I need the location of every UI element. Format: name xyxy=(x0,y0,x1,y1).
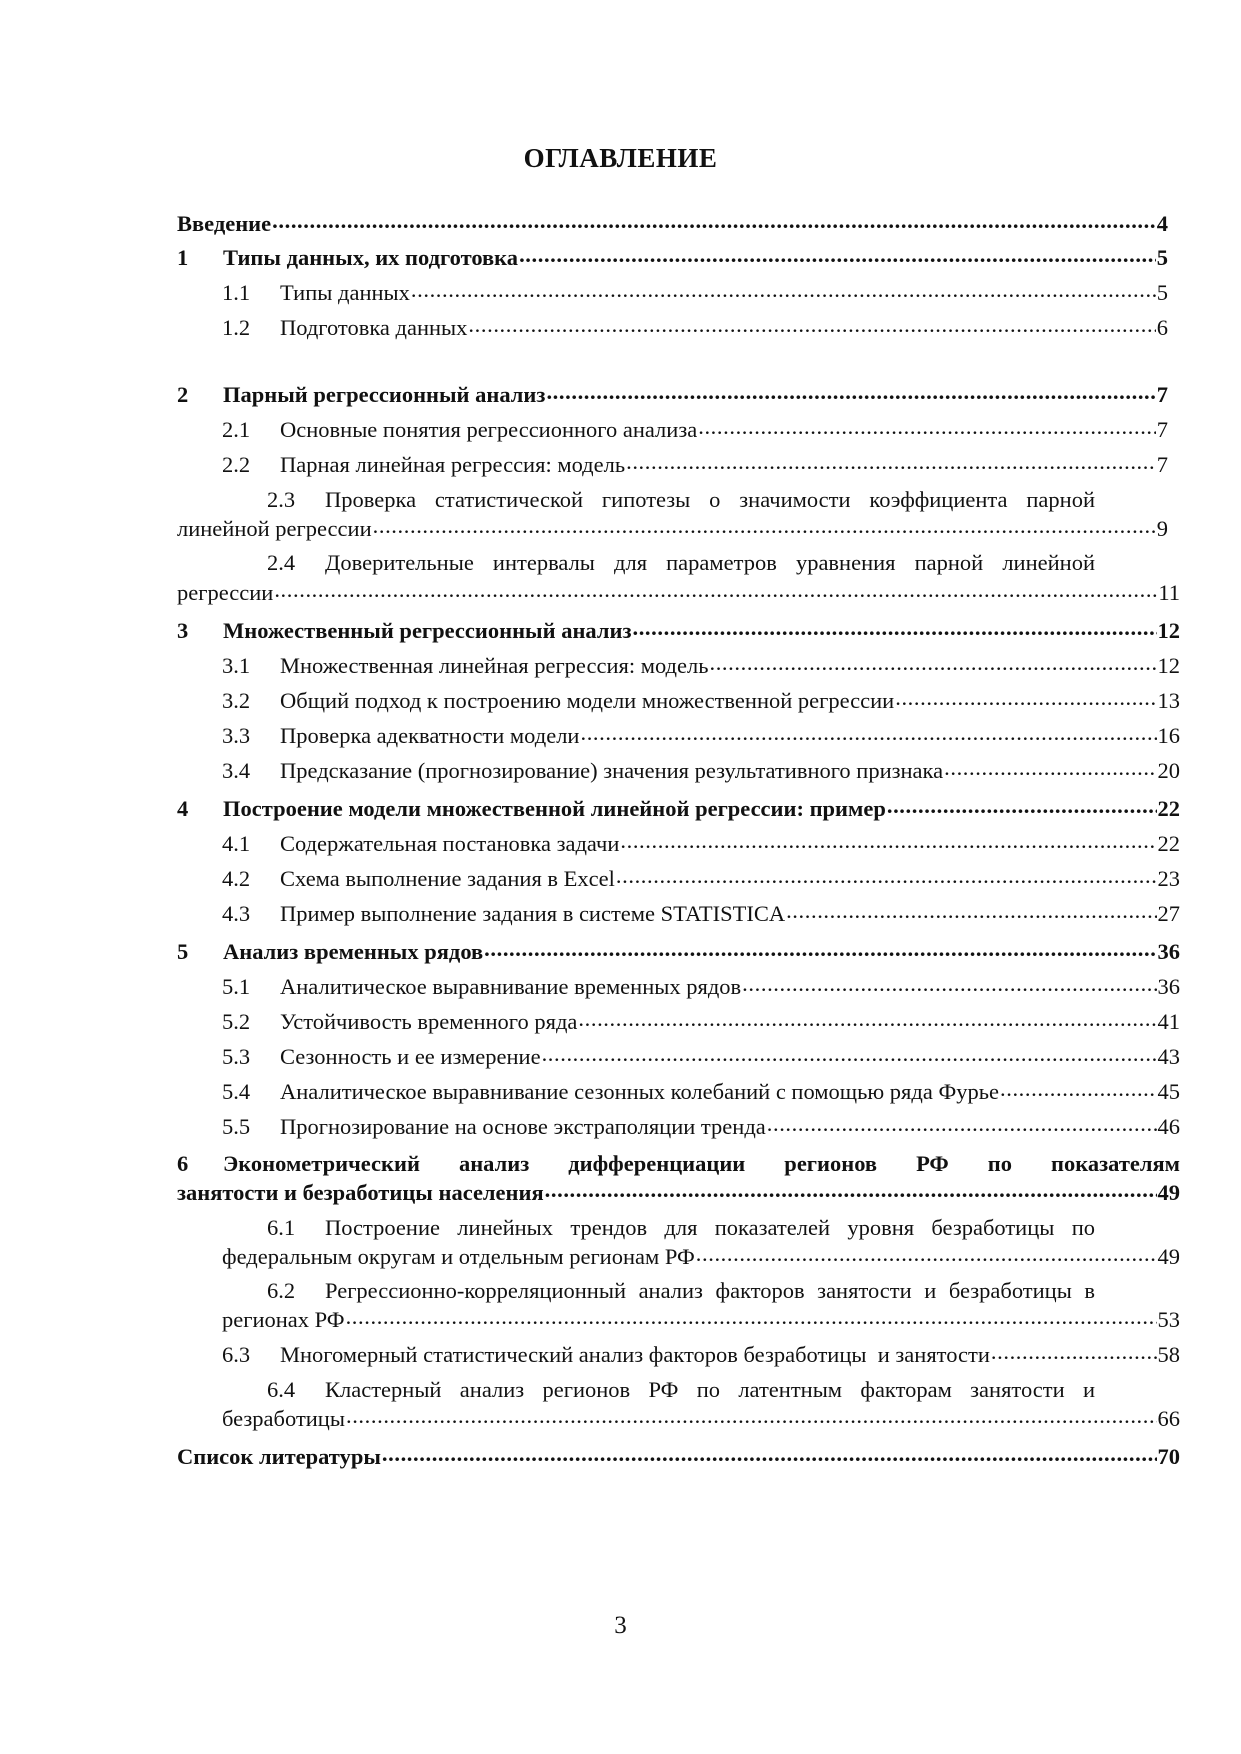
toc-chapter[interactable] xyxy=(177,616,1180,646)
toc-section-title-line2: безработицы xyxy=(222,1406,345,1431)
toc-section-title: Подготовка данных xyxy=(280,315,468,340)
toc-section[interactable] xyxy=(177,1077,1180,1107)
toc-intro-label: Введение xyxy=(177,211,272,236)
toc-chapter-title: Анализ временных рядов xyxy=(223,939,484,964)
leader-dots xyxy=(272,209,1156,239)
toc-chapter[interactable] xyxy=(177,380,1168,410)
toc-chapter-title: Построение модели множественной линейной регрессии: пример xyxy=(223,796,886,821)
toc-section[interactable] xyxy=(177,1340,1180,1370)
toc-chapter[interactable] xyxy=(177,794,1180,824)
toc-page-number: 46 xyxy=(1157,1114,1180,1139)
toc-section[interactable] xyxy=(177,1042,1180,1072)
toc-section-title: Проверка адекватности модели xyxy=(280,723,580,748)
leader-dots xyxy=(1000,1077,1157,1107)
leader-dots xyxy=(580,721,1156,751)
toc-section[interactable] xyxy=(177,450,1168,480)
toc-section-line1[interactable] xyxy=(222,1213,1095,1243)
leader-dots xyxy=(346,1404,1157,1434)
toc-section[interactable] xyxy=(177,1112,1180,1142)
toc-section-title-line2: линейной регрессии xyxy=(177,516,372,541)
leader-dots xyxy=(991,1340,1157,1370)
toc-section[interactable] xyxy=(177,829,1180,859)
toc-page-number: 4 xyxy=(1156,211,1168,236)
toc-section-title-line2: федеральным округам и отдельным регионам РФ xyxy=(222,1244,695,1269)
toc-page-number: 11 xyxy=(1158,580,1180,605)
toc-chapter-title: Типы данных, их подготовка xyxy=(223,245,519,270)
leader-dots xyxy=(411,278,1156,308)
toc-section-title: Многомерный статистический анализ факторов безработицы и занятости xyxy=(280,1342,990,1367)
leader-dots xyxy=(944,756,1156,786)
leader-dots xyxy=(887,794,1157,824)
toc-page-number: 13 xyxy=(1157,688,1180,713)
toc-section-number: 3.1 xyxy=(222,653,251,678)
toc-chapter-title-line1: Эконометрический анализ дифференциации регионов РФ по показателям xyxy=(223,1151,1180,1176)
toc-section-title: Аналитическое выравнивание сезонных колебаний с помощью ряда Фурье xyxy=(280,1079,999,1104)
toc-chapter-line2[interactable] xyxy=(177,1178,1180,1208)
toc-page-number: 41 xyxy=(1157,1009,1180,1034)
toc-chapter-number: 6 xyxy=(177,1151,189,1176)
toc-section-number: 2.2 xyxy=(222,452,251,477)
toc-chapter-title-line2: занятости и безработицы населения xyxy=(177,1180,544,1205)
toc-section[interactable] xyxy=(177,756,1180,786)
leader-dots xyxy=(468,313,1155,343)
leader-dots xyxy=(709,651,1156,681)
toc-section-title: Пример выполнение задания в системе STATISTICA xyxy=(280,901,786,926)
leader-dots xyxy=(542,1042,1157,1072)
toc-section-title: Аналитическое выравнивание временных рядов xyxy=(280,974,742,999)
toc-section-number: 5.1 xyxy=(222,974,251,999)
leader-dots xyxy=(382,1442,1157,1472)
toc-section-number: 4.1 xyxy=(222,831,251,856)
toc-section[interactable] xyxy=(177,972,1180,1002)
toc-chapter-number: 4 xyxy=(177,796,189,821)
toc-page-number: 49 xyxy=(1157,1180,1180,1205)
toc-section-title-line1: Кластерный анализ регионов РФ по латентным факторам занятости и xyxy=(325,1377,1095,1402)
toc-page-number: 23 xyxy=(1157,866,1180,891)
leader-dots xyxy=(616,864,1157,894)
toc-section-title: Парная линейная регрессия: модель xyxy=(280,452,626,477)
toc-page-number: 16 xyxy=(1157,723,1180,748)
toc-section-title: Предсказание (прогнозирование) значения результативного признака xyxy=(280,758,944,783)
toc-page-number: 45 xyxy=(1157,1079,1180,1104)
toc-section[interactable] xyxy=(177,721,1180,751)
toc-section-title: Содержательная постановка задачи xyxy=(280,831,620,856)
toc-section-line2[interactable] xyxy=(177,1305,1180,1335)
toc-page-number: 66 xyxy=(1157,1406,1180,1431)
toc-page-number: 22 xyxy=(1157,831,1180,856)
toc-bibliography-label: Список литературы xyxy=(177,1444,381,1469)
toc-section-title-line2: регрессии xyxy=(177,580,274,605)
toc-section-title: Устойчивость временного ряда xyxy=(280,1009,578,1034)
toc-page-number: 6 xyxy=(1156,315,1168,340)
toc-page-number: 58 xyxy=(1157,1342,1180,1367)
toc-section-number: 6.2 xyxy=(267,1278,296,1303)
toc-section-title: Прогнозирование на основе экстраполяции тренда xyxy=(280,1114,766,1139)
leader-dots xyxy=(373,514,1156,544)
toc-chapter-line1[interactable] xyxy=(177,1149,1180,1179)
toc-section[interactable] xyxy=(177,313,1168,343)
toc-section[interactable] xyxy=(177,686,1180,716)
toc-section[interactable] xyxy=(177,651,1180,681)
toc-page-number: 7 xyxy=(1156,452,1168,477)
toc-section-title-line1: Построение линейных трендов для показателей уровня безработицы по xyxy=(325,1215,1095,1240)
toc-section-number: 3.3 xyxy=(222,723,251,748)
toc-section-line2[interactable] xyxy=(177,578,1180,608)
leader-dots xyxy=(519,243,1156,273)
toc-section-number: 5.5 xyxy=(222,1114,251,1139)
toc-page-number: 36 xyxy=(1157,974,1180,999)
toc-page-number: 12 xyxy=(1157,653,1180,678)
toc-intro[interactable] xyxy=(177,209,1168,239)
leader-dots xyxy=(698,415,1156,445)
toc-section-title-line2: регионах РФ xyxy=(222,1307,345,1332)
toc-section-number: 1.1 xyxy=(222,280,251,305)
leader-dots xyxy=(895,686,1156,716)
toc-section-number: 4.2 xyxy=(222,866,251,891)
toc-page-number: 43 xyxy=(1157,1044,1180,1069)
leader-dots xyxy=(696,1242,1157,1272)
toc-section[interactable] xyxy=(177,899,1180,929)
toc-section-number: 1.2 xyxy=(222,315,251,340)
toc-chapter-number: 2 xyxy=(177,382,189,407)
leader-dots xyxy=(786,899,1156,929)
toc-section-title-line1: Регрессионно-корреляционный анализ факторов занятости и безработицы в xyxy=(325,1278,1095,1303)
toc-bibliography[interactable] xyxy=(177,1442,1180,1472)
toc-section[interactable] xyxy=(177,864,1180,894)
toc-page-number: 12 xyxy=(1157,618,1180,643)
toc-page-number: 49 xyxy=(1157,1244,1180,1269)
toc-section-line2[interactable] xyxy=(177,1242,1180,1272)
leader-dots xyxy=(346,1305,1157,1335)
toc-section-number: 4.3 xyxy=(222,901,251,926)
toc-page-number: 22 xyxy=(1157,796,1180,821)
leader-dots xyxy=(767,1112,1157,1142)
toc-section-number: 5.4 xyxy=(222,1079,251,1104)
toc-page-number: 5 xyxy=(1156,245,1168,270)
leader-dots xyxy=(626,450,1156,480)
toc-section-line2[interactable] xyxy=(177,514,1168,544)
leader-dots xyxy=(274,578,1157,608)
page-title: ОГЛАВЛЕНИЕ xyxy=(523,143,718,173)
toc-page-number: 53 xyxy=(1157,1307,1180,1332)
toc-section-number: 6.1 xyxy=(267,1215,296,1240)
toc-page-number: 36 xyxy=(1157,939,1180,964)
page-number: 3 xyxy=(614,1612,627,1639)
toc-page-number: 70 xyxy=(1157,1444,1180,1469)
toc-section-number: 3.2 xyxy=(222,688,251,713)
toc-page-number: 7 xyxy=(1156,417,1168,442)
toc-page-number: 9 xyxy=(1156,516,1168,541)
toc-section-line2[interactable] xyxy=(177,1404,1180,1434)
toc-section-title: Типы данных xyxy=(280,280,410,305)
leader-dots xyxy=(545,1178,1157,1208)
toc-page-number: 5 xyxy=(1156,280,1168,305)
toc-page-number: 20 xyxy=(1157,758,1180,783)
toc-section-number: 5.2 xyxy=(222,1009,251,1034)
toc-page-number: 7 xyxy=(1156,382,1168,407)
toc-section-number: 6.3 xyxy=(222,1342,251,1367)
toc-section-number: 2.3 xyxy=(267,487,296,512)
toc-chapter-number: 3 xyxy=(177,618,189,643)
toc-section-title: Множественная линейная регрессия: модель xyxy=(280,653,709,678)
leader-dots xyxy=(546,380,1155,410)
toc-section-title: Схема выполнение задания в Excel xyxy=(280,866,615,891)
toc-section-line1[interactable] xyxy=(222,485,1095,515)
toc-section-number: 3.4 xyxy=(222,758,251,783)
toc-section-title-line1: Проверка статистической гипотезы о значимости коэффициента парной xyxy=(325,487,1095,512)
toc-section-number: 2.4 xyxy=(267,550,296,575)
leader-dots xyxy=(484,937,1156,967)
toc-section-number: 6.4 xyxy=(267,1377,296,1402)
toc-chapter-number: 1 xyxy=(177,245,189,270)
toc-chapter-title: Парный регрессионный анализ xyxy=(223,382,546,407)
toc-section-title-line1: Доверительные интервалы для параметров уравнения парной линейной xyxy=(325,550,1095,575)
toc-section-title: Основные понятия регрессионного анализа xyxy=(280,417,698,442)
toc-chapter-title: Множественный регрессионный анализ xyxy=(223,618,632,643)
toc-section[interactable] xyxy=(177,278,1168,308)
leader-dots xyxy=(632,616,1156,646)
toc-section-line1[interactable] xyxy=(222,548,1095,578)
toc-section-line1[interactable] xyxy=(222,1375,1095,1405)
toc-chapter[interactable] xyxy=(177,243,1168,273)
toc-chapter-number: 5 xyxy=(177,939,189,964)
leader-dots xyxy=(742,972,1156,1002)
toc-section-number: 2.1 xyxy=(222,417,251,442)
leader-dots xyxy=(620,829,1156,859)
toc-chapter[interactable] xyxy=(177,937,1180,967)
toc-section-title: Общий подход к построению модели множественной регрессии xyxy=(280,688,895,713)
toc-section-number: 5.3 xyxy=(222,1044,251,1069)
toc-section-title: Сезонность и ее измерение xyxy=(280,1044,541,1069)
leader-dots xyxy=(578,1007,1156,1037)
toc-section[interactable] xyxy=(177,415,1168,445)
toc-section[interactable] xyxy=(177,1007,1180,1037)
toc-section-line1[interactable] xyxy=(222,1276,1095,1306)
toc-page-number: 27 xyxy=(1157,901,1180,926)
